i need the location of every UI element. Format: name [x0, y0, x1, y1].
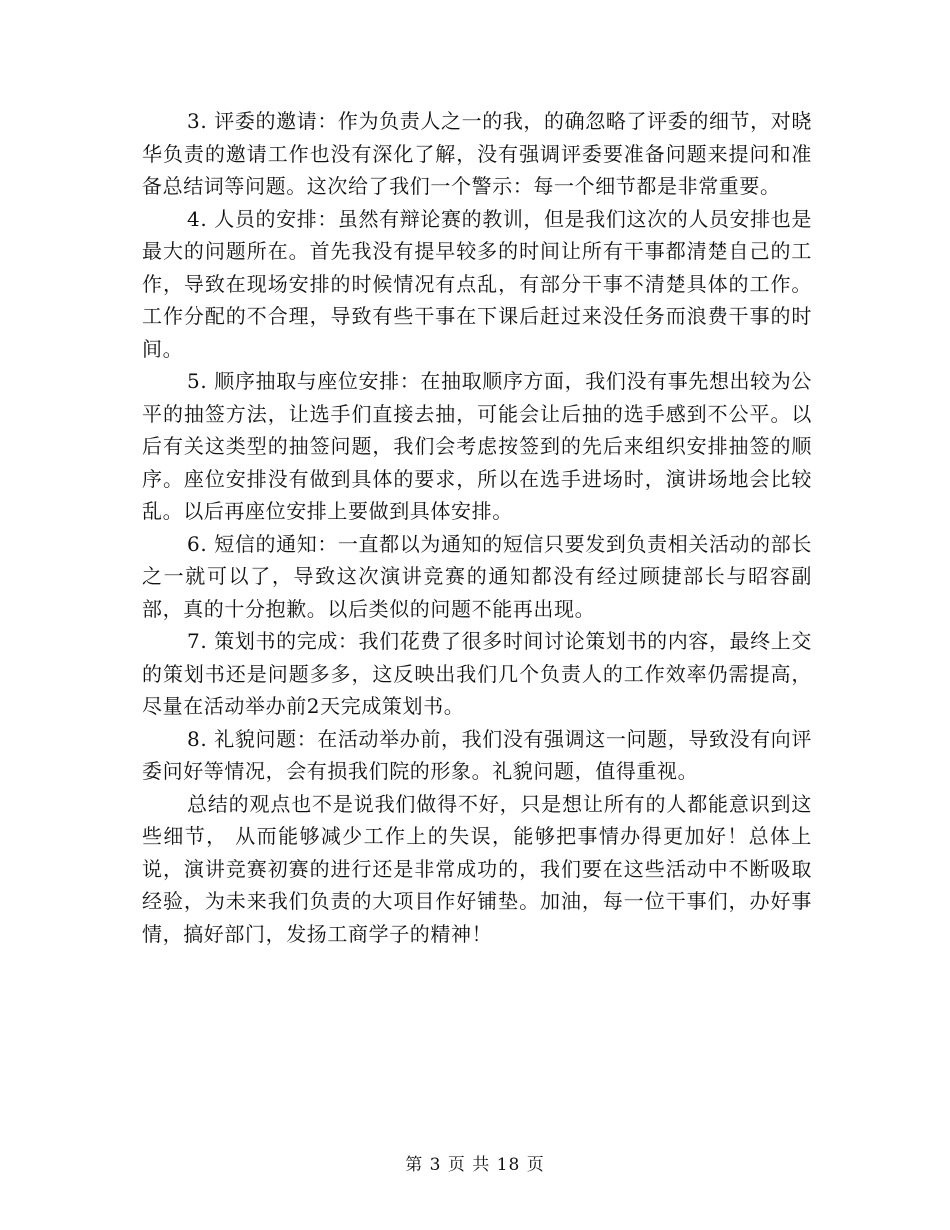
- paragraph-judges-invitation: 3. 评委的邀请：作为负责人之一的我，的确忽略了评委的细节，对晓华负责的邀请工作也没有深化了解，没有强调评委要准备问题来提问和准备总结词等问题。这次给了我们一个警示：每一个细节都是非常重要。: [142, 109, 812, 198]
- paragraph-courtesy: 8. 礼貌问题：在活动举办前，我们没有强调这一问题，导致没有向评委问好等情况，会有损我们院的形象。礼貌问题，值得重视。: [142, 726, 812, 783]
- paragraph-summary: 总结的观点也不是说我们做得不好，只是想让所有的人都能意识到这些细节， 从而能够减少工作上的失误，能够把事情办得更加好！总体上说，演讲竞赛初赛的进行还是非常成功的，我们要在这些活动中不断吸取经验，为未来我们负责的大项目作好铺垫。加油，每一位干事们，办好事情，搞好部门，发扬工商学子的精神！: [142, 791, 812, 946]
- paragraph-proposal-completion: 7. 策划书的完成：我们花费了很多时间讨论策划书的内容，最终上交的策划书还是问题多多，这反映出我们几个负责人的工作效率仍需提高，尽量在活动举办前2天完成策划书。: [142, 629, 812, 718]
- page-number-footer: 第 3 页 共 18 页: [405, 1155, 545, 1175]
- document-body: [142, 105, 812, 950]
- paragraph-sms-notification: 6. 短信的通知：一直都以为通知的短信只要发到负责相关活动的部长之一就可以了，导致这次演讲竞赛的通知都没有经过顾捷部长与昭容副部，真的十分抱歉。以后类似的问题不能再出现。: [142, 531, 812, 621]
- paragraph-staff-arrangement: 4. 人员的安排：虽然有辩论赛的教训，但是我们这次的人员安排也是最大的问题所在。首先我没有提早较多的时间让所有干事都清楚自己的工作，导致在现场安排的时候情况有点乱，有部分干事不清楚具体的工作。工作分配的不合理，导致有些干事在下课后赶过来没任务而浪费干事的时间。: [142, 206, 812, 361]
- paragraph-draw-and-seating: 5. 顺序抽取与座位安排：在抽取顺序方面，我们没有事先想出较为公平的抽签方法，让选手们直接去抽，可能会让后抽的选手感到不公平。以后有关这类型的抽签问题，我们会考虑按签到的先后来组织安排抽签的顺序。座位安排没有做到具体的要求，所以在选手进场时，演讲场地会比较乱。以后再座位安排上要做到具体安排。: [142, 369, 812, 523]
